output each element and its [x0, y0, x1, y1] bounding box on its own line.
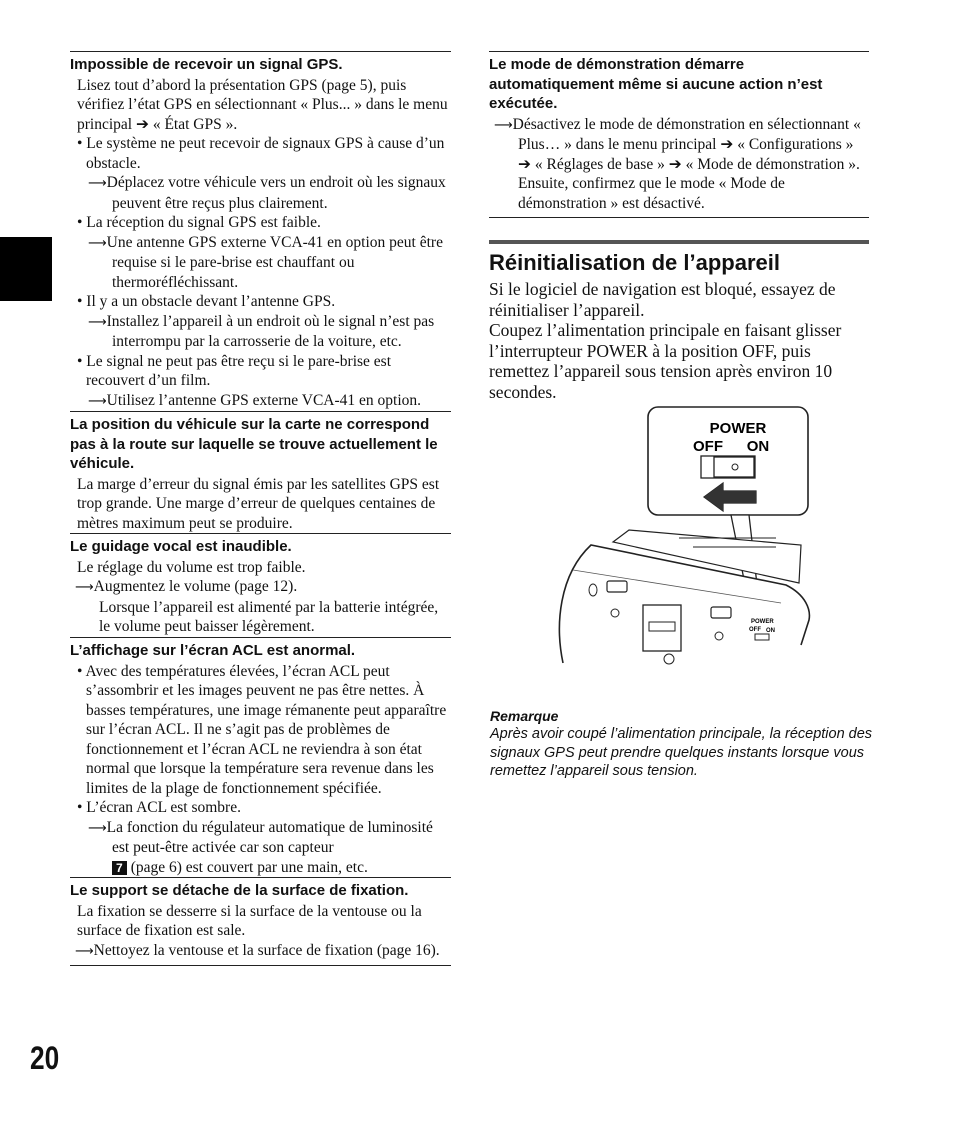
voice-action-continued: Lorsque l’appareil est alimenté par la batterie intégrée, le volume peut baisser légèrement.: [99, 598, 439, 636]
note-box: [490, 707, 875, 781]
voice-action: ⟶Augmentez le volume (page 12).: [75, 578, 298, 596]
section-title-reset: Réinitialisation de l’appareil: [489, 240, 869, 276]
gps-action-3: ⟶Installez l’appareil à un endroit où le signal n’est pas interrompu par la carrosserie de la voiture, etc.: [88, 312, 435, 351]
gps-bullet-2: • La réception du signal GPS est faible.: [77, 214, 321, 232]
callout-on-label: ON: [746, 438, 770, 455]
heading-demo-mode: Le mode de démonstration démarre automatiquement même si aucune action n’est exécutée.: [489, 56, 823, 113]
arrow-icon: ⟶: [75, 580, 94, 596]
section-demo-mode: [489, 51, 869, 218]
arrow-icon: ⟶: [75, 943, 94, 959]
port-hole-icon: [589, 584, 597, 596]
power-switch-illustration: [551, 405, 811, 680]
arrow-icon: ⟶: [88, 314, 107, 330]
device-power-switch: [755, 634, 769, 640]
position-body: La marge d’erreur du signal émis par les satellites GPS est trop grande. Une marge d’erreur de quelques centaines de mètres maximum peut se produire.: [77, 475, 440, 532]
heading-voice-guidance: Le guidage vocal est inaudible.: [70, 538, 292, 556]
gps-bullet-3: • Il y a un obstacle devant l’antenne GPS.: [77, 293, 336, 311]
gps-action-1: ⟶Déplacez votre véhicule vers un endroit où les signaux peuvent être reçus plus clairement.: [88, 174, 446, 212]
switch-knob: [714, 457, 754, 477]
device-off-label: OFF: [749, 627, 761, 633]
lcd-bullet-2: • L’écran ACL est sombre.: [77, 799, 241, 817]
callout-off-label: OFF: [693, 438, 723, 455]
arrow-icon: ⟶: [88, 820, 107, 836]
voice-body: Le réglage du volume est trop faible.: [77, 558, 306, 576]
gps-intro: Lisez tout d’abord la présentation GPS (page 5), puis vérifiez l’état GPS en sélectionnant « Plus... » dans le menu principal ➔ « État GPS ».: [77, 76, 448, 133]
section-gps-signal: [70, 51, 451, 411]
note-title: Remarque: [490, 708, 559, 724]
left-column: [70, 51, 451, 966]
arrow-icon: ⟶: [88, 176, 107, 192]
lcd-bullet-1: • Avec des températures élevées, l’écran ACL peut s’assombrir et les images peuvent ne pas être nettes. À basses températures, une image rémanente peut apparaître sur l’écran ACL. Il ne s’agit pas de problèmes de fonctionnement et l’écran ACL ne reviendra à son état normal que lorsque la température sera revenue dans les limites de la plage de fonctionnement spécifiée.: [77, 662, 447, 797]
usb-port-icon: [607, 581, 627, 592]
chapter-tab-marker: [0, 237, 52, 301]
reset-paragraph-2: Coupez l’alimentation principale en faisant glisser l’interrupteur POWER à la position OFF, puis remettez l’appareil sous tension après environ 10 secondes.: [489, 320, 842, 402]
lcd-action: ⟶La fonction du régulateur automatique de luminosité est peut-être activée car son capteur 7 (page 6) est couvert par une main, etc.: [88, 818, 433, 876]
sensor-key-badge: 7: [112, 861, 127, 875]
arrow-icon: ⟶: [494, 117, 513, 133]
port-hole-icon: [664, 654, 674, 664]
demo-action: ⟶Désactivez le mode de démonstration en sélectionnant « Plus… » dans le menu principal ➔ « Configurations » ➔ « Réglages de base » ➔ « Mode de démonstration ». Ensuite, confirmez que le mode « Mode de démonstration » est désactivé.: [494, 115, 861, 212]
gps-action-4: ⟶Utilisez l’antenne GPS externe VCA-41 en option.: [88, 391, 422, 409]
gps-bullet-1: • Le système ne peut recevoir de signaux GPS à cause d’un obstacle.: [77, 135, 445, 172]
callout-power-label: POWER: [709, 420, 767, 437]
right-column: [489, 51, 869, 402]
heading-mount-detach: Le support se détache de la surface de fixation.: [70, 882, 409, 900]
section-mount-detach: [70, 877, 451, 966]
section-lcd-display: [70, 637, 451, 877]
heading-vehicle-position: La position du véhicule sur la carte ne correspond pas à la route sur laquelle se trouve actuellement le véhicule.: [70, 416, 438, 473]
page-number: 20: [30, 1040, 60, 1076]
gps-action-2: ⟶Une antenne GPS externe VCA-41 en option peut être requise si le pare-brise est chauffant ou thermoréfléchissant.: [88, 233, 443, 291]
usb-port-icon: [711, 607, 731, 618]
arrow-icon: ⟶: [88, 393, 107, 409]
heading-lcd-display: L’affichage sur l’écran ACL est anormal.: [70, 641, 356, 659]
section-voice-guidance: [70, 533, 451, 637]
slide-arrow-body: [723, 491, 756, 503]
gps-bullet-4: • Le signal ne peut pas être reçu si le pare-brise est recouvert d’un film.: [77, 352, 392, 390]
device-power-label: POWER: [751, 619, 774, 625]
port-hole-icon: [611, 609, 619, 617]
card-slot-contacts: [649, 622, 675, 631]
device-on-label: ON: [766, 628, 775, 634]
note-body: Après avoir coupé l’alimentation principale, la réception des signaux GPS peut prendre quelques instants lorsque vous remettez l’appareil sous tension.: [490, 726, 873, 779]
port-hole-icon: [715, 632, 723, 640]
section-vehicle-position: [70, 411, 451, 533]
mount-action: ⟶Nettoyez la ventouse et la surface de fixation (page 16).: [75, 941, 440, 959]
reset-paragraph-1: Si le logiciel de navigation est bloqué, essayez de réinitialiser l’appareil.: [489, 279, 836, 320]
mount-body: La fixation se desserre si la surface de la ventouse ou la surface de fixation est sale.: [77, 902, 422, 940]
heading-gps-signal: Impossible de recevoir un signal GPS.: [70, 56, 343, 73]
arrow-icon: ⟶: [88, 235, 107, 251]
